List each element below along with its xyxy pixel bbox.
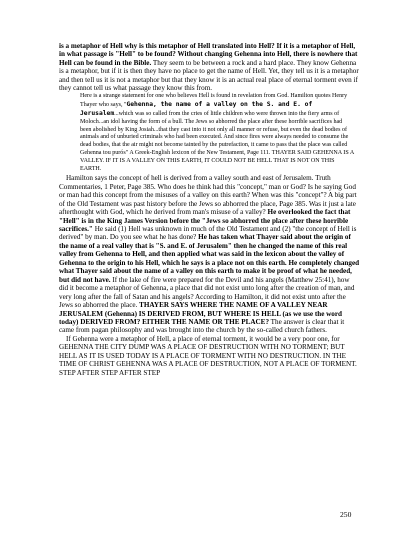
paragraph-text: If Gehenna were a metaphor of Hell, a place of eternal torment, it would be a very poor one, for GEHENNA THE CITY DUMP WAS A PLACE OF DESTRUCTION WITH NO TORMENT; BUT HELL AS IT IS USED TODAY IS A PLACE OF TORMENT WITH NO DESTRUCTION. IN THE TIME OF CHRIST GEHENNA WAS A PLACE OF DESTRUCTION, NOT A PLACE OF TORMENT. [59,334,357,369]
paragraph-text: The answer is clear that it came from pagan philosophy and was brought into the church by the so-called church fathers. [59,317,345,335]
document-page [59,42,360,377]
quote-text: Here is a strange statement for one who believes Hell is found in revelation from God. Hamilton quotes Henry Thayer who says, " [80,92,348,108]
closing-line: STEP AFTER STEP AFTER STEP [59,368,161,377]
paragraph-text: Hamilton says the concept of hell is derived from a valley south and east of Jerusalem. Truth Commentaries, 1 Peter, Page 385. Who does he think had this "concept," man or God? Is he saying God or man had this concept from the misuses of a valley on this earth? When was this "concept"? A big part of the Old Testament was past history before the Jews so abhorred the place, Page 385. Was it just a late afterthought with God, which he derived from man's misuse of a valley? [59,174,357,217]
paragraph-opening [59,42,360,93]
paragraph-text: They seem to be between a rock and a hard place. They know Gehenna is a metaphor, but if it is then they have no place to get the name of Hell. Yet, they tell us it is a metaphor and then tell us it is not a metaphor but that they know it is an actual real place of eternal torment even if they cannot tell us what passage they know this from. [59,58,359,93]
paragraph-hamilton [59,174,360,335]
bold-question: is a metaphor of Hell why is this metaphor of Hell translated into Hell? If it is a metaphor of Hell, in what passage is "Hell" to be found? Without changing Gehenna into Hell, there is nowhere that Hell can be found in the Bible. [59,42,358,67]
page-number: 250 [340,510,352,519]
paragraph-text: If the lake of fire were prepared for the Devil and his angels (Matthew 25:41), how did it become a metaphor of Gehenna, a place that did not exist unto long after the creation of man, and very long after the fall of Satan and his angels? According to Hamilton, it did not exist unto after the Jews so abhorred the place. [59,275,355,310]
bold-statement: He has taken what Thayer said about the origin of the name of a real valley that is "S. and E. of Jerusalem" then he changed the name of this real valley from Gehenna to Hell, and then applied what was said in the lexicon about the valley of Gehenna to the origin to his Hell, which he says is a place not on this earth. He completely changed what Thayer said about the name of a valley on this earth to make it be proof of what he needed, but did not have. [59,233,360,284]
block-quote [80,93,355,175]
quote-emphasis: Gehenna, the name of a valley on the S. and E. of Jerusalem [80,100,313,117]
quote-text-continued: ...which was so called from the cries of little children who were thrown into the fiery arms of Moloch...an idol having the form of a bull. The Jews so abhorred the place after these horrible sacrifices had been abolished by King Josiah...that they cast into it not only all manner or refuse, but even the dead bodies of animals and of unburied criminals who had been executed. And since fires were always needed to consume the dead bodies, that the air might not become tainted by the putrefaction, it came to pass that the place was called Gehenna tou purós" A Greek-English lexicon of the New Testament, Page 111. THAYER SAID GEHENNA IS A VALLEY. IF IT IS A VALLEY ON THIS EARTH, IT COULD NOT BE HELL THAT IS NOT ON THIS EARTH. [80,110,354,173]
paragraph-metaphor [59,335,360,369]
paragraph-text: He said (1) Hell was unknown in much of the Old Testament and (2) "the concept of Hell is derived" by man. Do you see what he has done? [59,224,357,242]
bold-statement: THAYER SAYS WHERE THE NAME OF A VALLEY NEAR JERUSALEM (Gehenna) IS DERIVED FROM, BUT WHERE IS HELL (as we use the word today) DERIVED FROM? EITHER THE NAME OR THE PLACE? [59,301,343,326]
bold-statement: He overlooked the fact that "Hell" is in the King James Version before the "Jews so abhorred the place after these horrible sacrifices." [59,208,351,233]
paragraph-closing [59,369,360,377]
